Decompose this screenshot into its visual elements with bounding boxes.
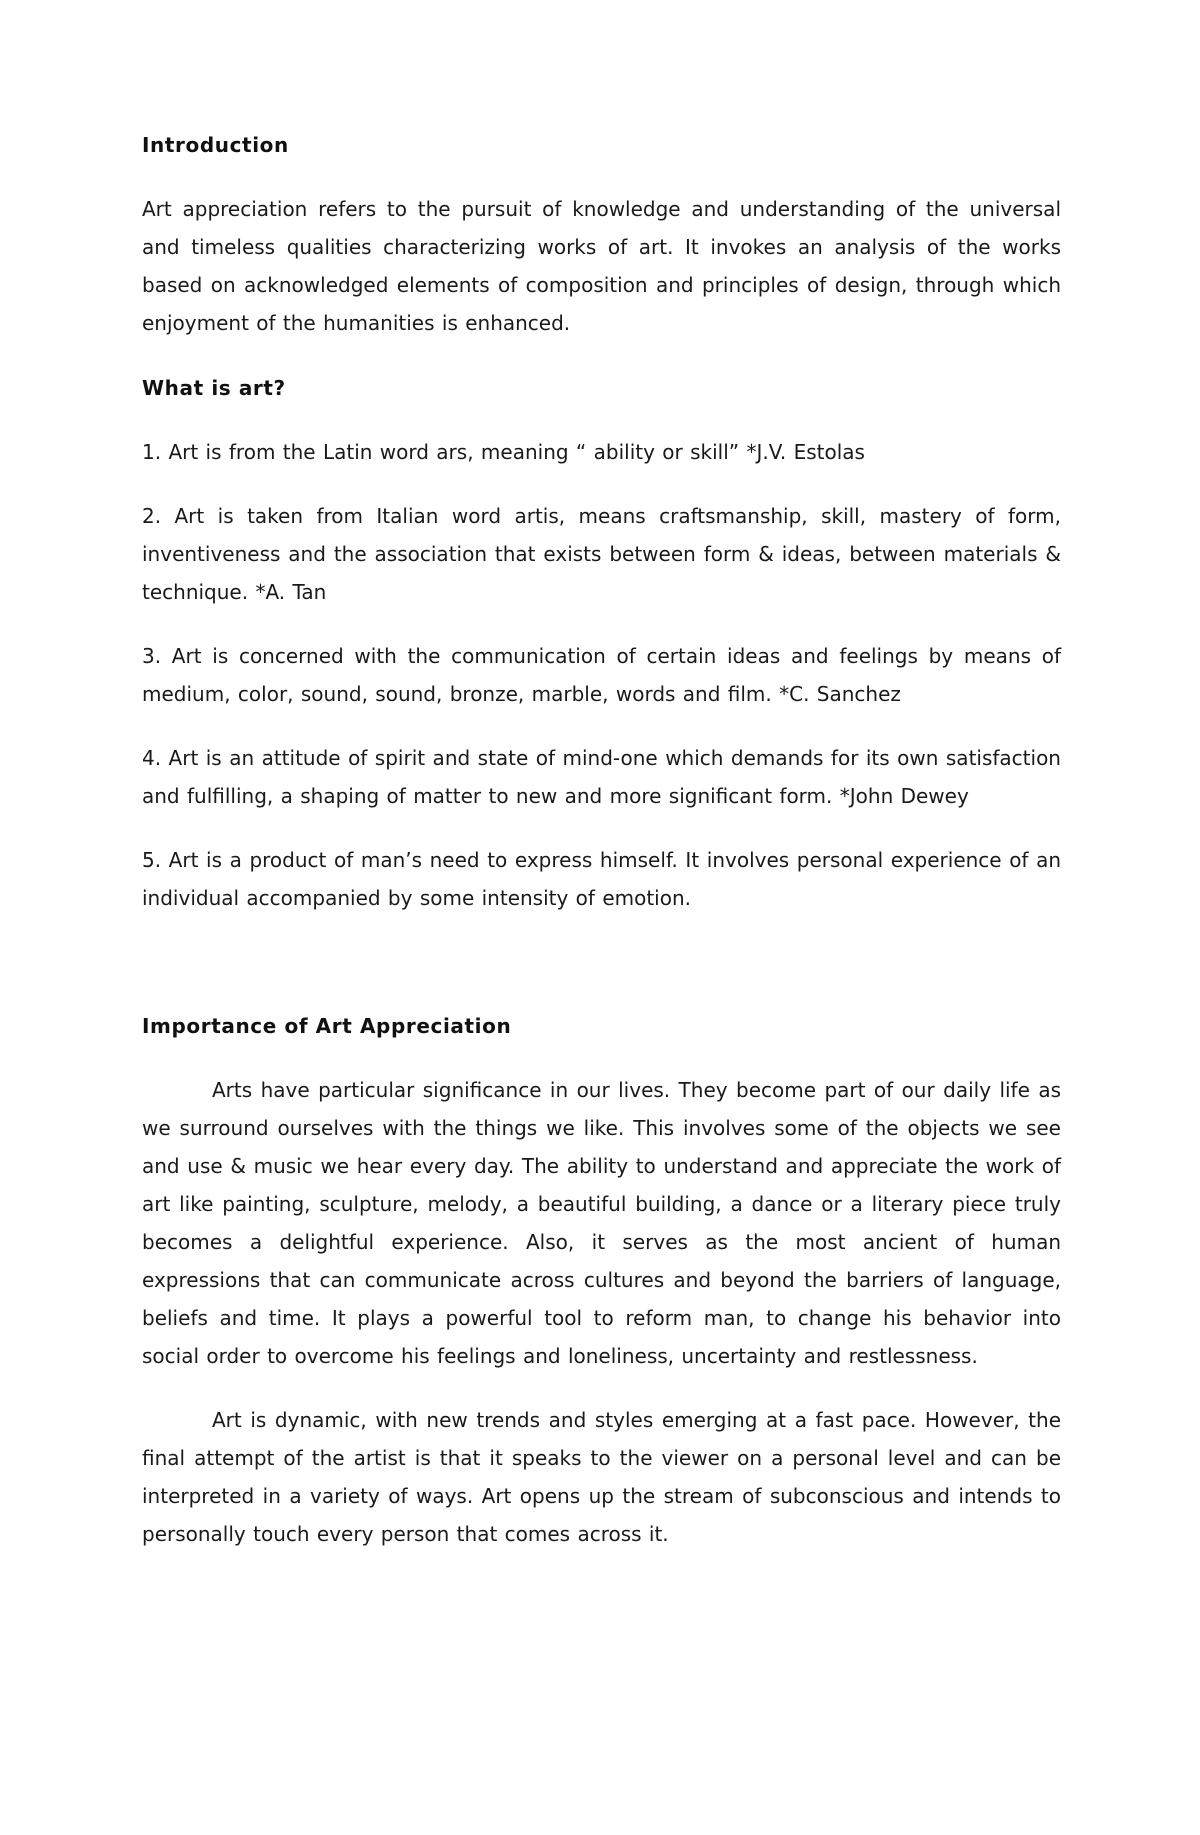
art-definition-2: 2. Art is taken from Italian word artis, means craftsmanship, skill, mastery of form, inventiveness and the association that exists between form & ideas, between materials & technique. *A. Tan (142, 504, 1061, 604)
what-is-art-heading: What is art? (142, 376, 286, 400)
art-definition-1: 1. Art is from the Latin word ars, meaning “ ability or skill” *J.V. Estolas (142, 440, 865, 464)
art-definition-4: 4. Art is an attitude of spirit and state of mind-one which demands for its own satisfaction and fulfilling, a shaping of matter to new and more significant form. *John Dewey (142, 746, 1061, 808)
document-body (142, 126, 1061, 1553)
introduction-heading: Introduction (142, 133, 289, 157)
introduction-paragraph: Art appreciation refers to the pursuit of knowledge and understanding of the universal and timeless qualities characterizing works of art. It invokes an analysis of the works based on acknowledged elements of composition and principles of design, through which enjoyment of the humanities is enhanced. (142, 197, 1061, 335)
importance-heading: Importance of Art Appreciation (142, 1014, 512, 1038)
art-definition-3: 3. Art is concerned with the communication of certain ideas and feelings by means of medium, color, sound, sound, bronze, marble, words and film. *C. Sanchez (142, 644, 1061, 706)
importance-paragraph-1: Arts have particular significance in our lives. They become part of our daily life as we surround ourselves with the things we like. This involves some of the objects we see and use & music we hear every day. The ability to understand and appreciate the work of art like painting, sculpture, melody, a beautiful building, a dance or a literary piece truly becomes a delightful experience. Also, it serves as the most ancient of human expressions that can communicate across cultures and beyond the barriers of language, beliefs and time. It plays a powerful tool to reform man, to change his behavior into social order to overcome his feelings and loneliness, uncertainty and restlessness. (142, 1078, 1061, 1368)
importance-paragraph-2: Art is dynamic, with new trends and styles emerging at a fast pace. However, the final attempt of the artist is that it speaks to the viewer on a personal level and can be interpreted in a variety of ways. Art opens up the stream of subconscious and intends to personally touch every person that comes across it. (142, 1408, 1061, 1546)
art-definition-5: 5. Art is a product of man’s need to express himself. It involves personal experience of an individual accompanied by some intensity of emotion. (142, 848, 1061, 910)
